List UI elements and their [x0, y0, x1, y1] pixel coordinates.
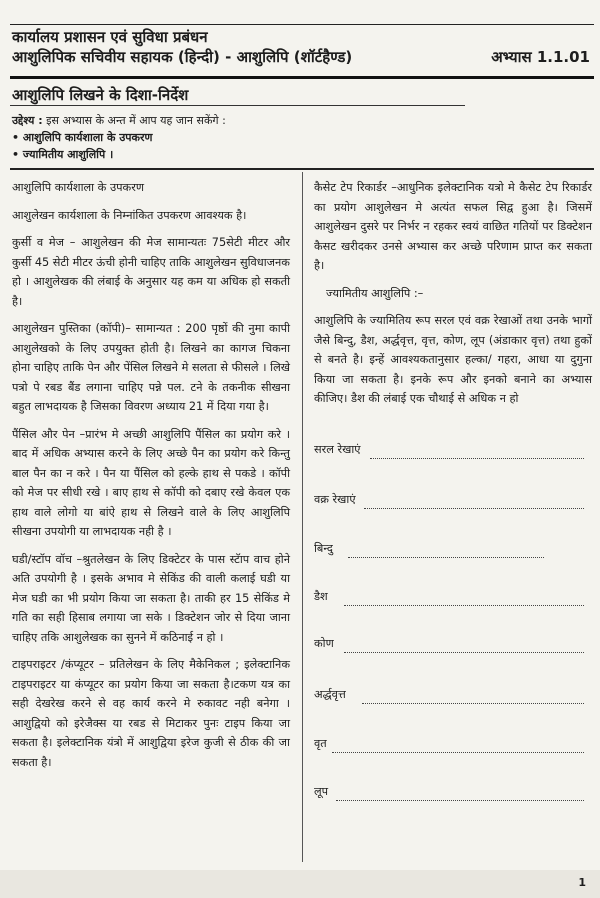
section-rule: [10, 105, 465, 106]
dotted-line: [348, 556, 544, 558]
paragraph: आशुलिपि कार्यशाला के उपकरण: [12, 181, 145, 194]
header-top-rule: [10, 24, 594, 25]
dotted-line: [344, 604, 584, 606]
practice-line: वृत: [314, 736, 574, 756]
paragraph: आशुलेखन पुस्तिका (कॉपी)– सामान्यत : 200 पृष्ठों की नुमा कापी आशुलेखको के लिए उपयुक्त होती है। लिखने का कागज चिकना होना चाहिए ताकि पेन और पेंसिल लिखने मे सलता से फीसले । लिखे पत्रो पे रबड बैंड लगाना चाहिए पन्ने पल. टने के तकनीक सीखना बहुत लाभदायक है जिसका विवरण अध्याय 21 में दिया गया है।: [12, 322, 290, 413]
header-rule: [10, 76, 594, 79]
exercise-number: अभ्यास 1.1.01: [491, 48, 590, 66]
practice-line: वक्र रेखाएं: [314, 492, 574, 512]
paragraph: कुर्सी व मेज – आशुलेखन की मेज सामान्यतः 75सेटी मीटर और कुर्सी 45 सेटी मीटर ऊंची होनी चाहिए ताकि आशुलेखन सुविधाजनक हो । आशुलेखक की लंबाई के अनुसार यह कम या अधिक हो सकती है।: [12, 236, 290, 308]
footer-band: [0, 870, 600, 898]
dotted-line: [370, 457, 584, 459]
right-column: [314, 178, 592, 417]
course-title: आशुलिपिक सचिवीय सहायक (हिन्दी) - आशुलिपि (शॉर्टहैण्ड): [12, 48, 353, 66]
columns-top-rule: [10, 168, 594, 170]
paragraph: आशुलिपि के ज्यामितिय रूप सरल एवं वक्र रेखाओं तथा उनके भागों जैसे बिन्दु, डैश, अर्द्धवृत्त, वृत्त, कोण, लूप (अंडाकार वृत्त) तथा हुकों से बनते है। इन्हें आवश्यकतानुसार हल्का/ गहरा, आधा या दुगुना किया जा सकता है। इनके रूप और इनको बनाने का अभ्यास कीजिए। डैश की लंबाई एक चौथाई से अधिक न हो: [314, 314, 592, 405]
objective-block: [12, 112, 452, 163]
objective-intro: [12, 112, 452, 129]
objective-text: इस अभ्यास के अन्त में आप यह जान सकेंगे :: [46, 114, 226, 127]
paragraph: पैंसिल और पेन –प्रारंभ मे अच्छी आशुलिपि पैंसिल का प्रयोग करे । बाद में अधिक अभ्यास करने के लिए अच्छे पैन का प्रयोग करे किन्तु बाल पैन का न करे । पैन या पैंसिल को हल्के हाथ से पकडे । कॉपी को मेज पर सीधी रखे । बाए हाथ से कॉपी को दबाए रखे केवल एक हाथ वाले लोगो या बांऐ हाथ से लिखने वाले के लिए आशुलिपि सीखना उपयोगी या लाभदायक नही है ।: [12, 427, 290, 538]
geometry-heading: ज्यामितीय आशुलिपि :–: [326, 286, 424, 300]
practice-line: बिन्दु: [314, 541, 574, 561]
objective-item: • ज्यामितीय आशुलिपि ।: [12, 148, 114, 161]
paragraph: कैसेट टेप रिकार्डर –आधुनिक इलेक्टानिक यत्रो मे कैसेट टेप रिकार्डर का प्रयोग आशुलेखन मे अत्यंत सफल सिद्व हुआ है। जिसमें आशुलेखन दुसरे पर निर्भर न रहकर स्वयं वाछित गतियों पर डिक्टेशन कैसट खरीदकर उनसे अभ्यास कर अच्छे परिणाम प्राप्त कर सकता है।: [314, 181, 592, 272]
dotted-line: [362, 702, 584, 704]
left-column: [12, 178, 290, 780]
practice-line: कोण: [314, 636, 574, 656]
paragraph: घडी/स्टॉप वॉच –श्रुतलेखन के लिए डिक्टेटर के पास स्टॅाप वाच होने अति उपयोगी है । इसके अभाव मे सेकिंड की वाली कलाई घडी या मेज घडी का भी प्रयोग किया जा सकता है। ताकी हर 15 सेकिंड मे गति का सही हिसाब लगाया जा सके । डिक्टेशन जोर से दिया जाना चाहिए तकि आशुलेखक का सुनने में कठिनाई न हो ।: [12, 552, 290, 644]
dotted-line: [336, 799, 584, 801]
column-divider: [302, 172, 303, 862]
section-title: आशुलिपि लिखने के दिशा-निर्देश: [12, 86, 189, 104]
page-number: 1: [578, 876, 586, 889]
objective-label: उद्देश्य :: [12, 114, 43, 127]
practice-line: सरल रेखाएं: [314, 442, 574, 462]
paragraph: टाइपराइटर /कंप्यूटर – प्रतिलेखन के लिए मैकेनिकल ; इलेक्टानिक टाइपराइटर या कंप्यूटर का प्रयोग किया जा सकता है।टकण यत्र का सही देखरेख करने से वह कार्य करने मे रुकावट नही बनेगा । आशुद्वियो को इरेजैक्स या रबड से मिटाकर पुनः टाइप किया जा सकता है। इलेक्टानिक यंत्रो में आशुद्विया इरेज कुजी से ठीक की जा सकता है।: [12, 658, 290, 769]
practice-line: अर्द्धवृत्त: [314, 687, 574, 707]
objective-item: • आशुलिपि कार्यशाला के उपकरण: [12, 131, 153, 144]
dotted-line: [364, 507, 584, 509]
practice-line: डैश: [314, 589, 574, 609]
practice-line: लूप: [314, 784, 574, 804]
dotted-line: [332, 751, 584, 753]
paragraph: आशुलेखन कार्यशाला के निम्नांकित उपकरण आवश्यक है।: [12, 208, 247, 222]
dotted-line: [344, 651, 584, 653]
org-title: कार्यालय प्रशासन एवं सुविधा प्रबंधन: [12, 28, 208, 46]
